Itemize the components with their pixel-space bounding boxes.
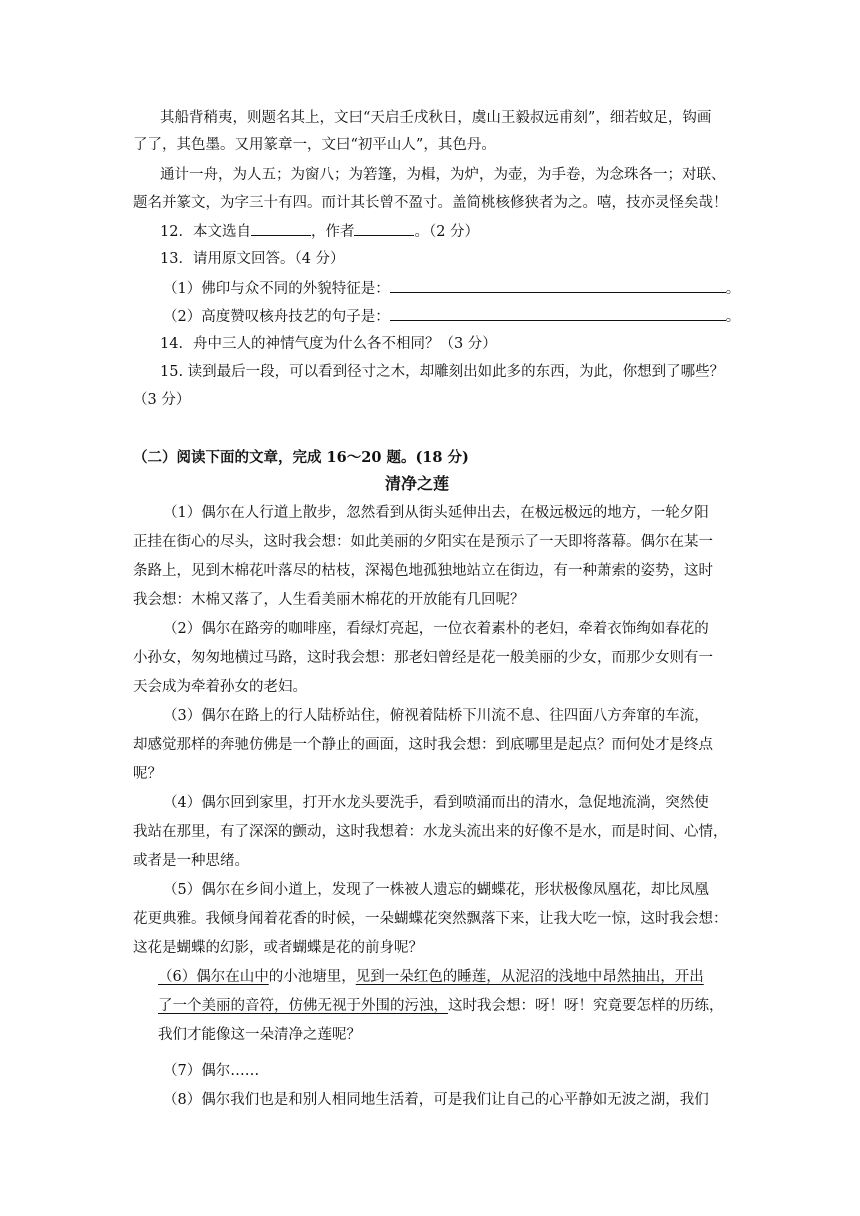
paragraph-line: 这花是蝴蝶的幻影，或者蝴蝶是花的前身呢？ xyxy=(133,940,423,956)
passage1-line: 了了，其色墨。又用篆章一，文曰“初平山人”，其色丹。 xyxy=(133,137,496,153)
paragraph-line: 呢？ xyxy=(133,766,162,782)
section-heading: （二）阅读下面的文章，完成 16～20 题。(18 分) xyxy=(133,449,469,466)
paragraph-line: 了一个美丽的音符，仿佛无视于外围的污浊，这时我会想：呀！呀！究竟要怎样的历练， xyxy=(158,998,724,1014)
paragraph-line: （5）偶尔在乡间小道上，发现了一株被人遗忘的蝴蝶花，形状极像凤凰花，却比凤凰 xyxy=(163,882,709,898)
question-15: （3 分） xyxy=(133,392,191,408)
answer-blank[interactable] xyxy=(354,221,414,236)
passage1-line: 通计一舟，为人五；为窗八；为箬篷，为楫，为炉，为壶，为手卷，为念珠各一；对联、 xyxy=(160,167,726,183)
question-13-2: （2）高度赞叹核舟技艺的句子是： 。 xyxy=(163,306,740,327)
paragraph-line: 我站在那里，有了深深的颤动，这时我想着：水龙头流出来的好像不是水，而是时间、心情， xyxy=(133,824,728,840)
underlined-text: 见到一朵红色的睡莲，从泥沼的浅地中昂然抽出，开出 xyxy=(355,969,704,985)
paragraph-line: 条路上，见到木棉花叶落尽的枯枝，深褐色地孤独地站立在街边，有一种萧索的姿势，这时 xyxy=(133,563,713,579)
paragraph-line: 花更典雅。我倾身闻着花香的时候，一朵蝴蝶花突然飘落下来，让我大吃一惊，这时我会想： xyxy=(133,911,728,927)
answer-blank[interactable] xyxy=(390,306,726,321)
paragraph-line: （4）偶尔回到家里，打开水龙头要洗手，看到喷涌而出的清水，急促地流淌，突然使 xyxy=(163,795,709,811)
paragraph-line: （8）偶尔我们也是和别人相同地生活着，可是我们让自己的心平静如无波之湖，我们 xyxy=(163,1092,709,1108)
paragraph-line: 却感觉那样的奔驰仿佛是一个静止的画面，这时我会想：到底哪里是起点？而何处才是终点 xyxy=(133,737,713,753)
paragraph-line: 或者是一种思绪。 xyxy=(133,853,249,869)
question-13-1: （1）佛印与众不同的外貌特征是： 。 xyxy=(163,278,740,299)
paragraph-line: 我们才能像这一朵清净之莲呢？ xyxy=(158,1027,361,1043)
question-13: 13．请用原文回答。（4 分） xyxy=(160,251,345,267)
paragraph-line: （1）偶尔在人行道上散步，忽然看到从街头延伸出去，在极远极远的地方，一轮夕阳 xyxy=(163,505,709,521)
underlined-text: 了一个美丽的音符，仿佛无视于外围的污浊， xyxy=(158,998,448,1014)
paragraph-line: 正挂在街心的尽头，这时我会想：如此美丽的夕阳实在是预示了一天即将落幕。偶尔在某一 xyxy=(133,534,713,550)
paragraph-line: （2）偶尔在路旁的咖啡座，看绿灯亮起，一位衣着素朴的老妇，牵着衣饰绚如春花的 xyxy=(163,621,709,637)
passage1-line: 题名并篆文，为字三十有四。而计其长曾不盈寸。盖简桃核修狭者为之。嘻，技亦灵怪矣哉！ xyxy=(133,195,728,211)
paragraph-line: 我会想：木棉又落了，人生看美丽木棉花的开放能有几回呢？ xyxy=(133,592,525,608)
question-14: 14．舟中三人的神情气度为什么各不相同？（3 分） xyxy=(160,336,497,352)
paragraph-line: 天会成为牵着孙女的老妇。 xyxy=(133,679,307,695)
paragraph-line: （6）偶尔在山中的小池塘里，见到一朵红色的睡莲，从泥沼的浅地中昂然抽出，开出 xyxy=(158,969,704,985)
paragraph-line: （7）偶尔…… xyxy=(163,1063,260,1079)
question-15: 15. 读到最后一段，可以看到径寸之木，却雕刻出如此多的东西，为此，你想到了哪些？ xyxy=(160,364,725,380)
paragraph-line: 小孙女，匆匆地横过马路，这时我会想：那老妇曾经是花一般美丽的少女，而那少女则有一 xyxy=(133,650,713,666)
answer-blank[interactable] xyxy=(390,278,726,293)
passage1-line: 其船背稍夷，则题名其上，文曰“天启壬戌秋日，虞山王毅叔远甫刻”，细若蚊足，钩画 xyxy=(160,110,712,126)
paragraph-line: （3）偶尔在路上的行人陆桥站住，俯视着陆桥下川流不息、往四面八方奔窜的车流， xyxy=(163,708,709,724)
article-title: 清净之莲 xyxy=(385,474,450,493)
answer-blank[interactable] xyxy=(251,221,311,236)
underlined-text: （6）偶尔在山中 xyxy=(158,969,269,985)
question-12: 12．本文选自 ，作者 。（2 分） xyxy=(160,221,479,242)
